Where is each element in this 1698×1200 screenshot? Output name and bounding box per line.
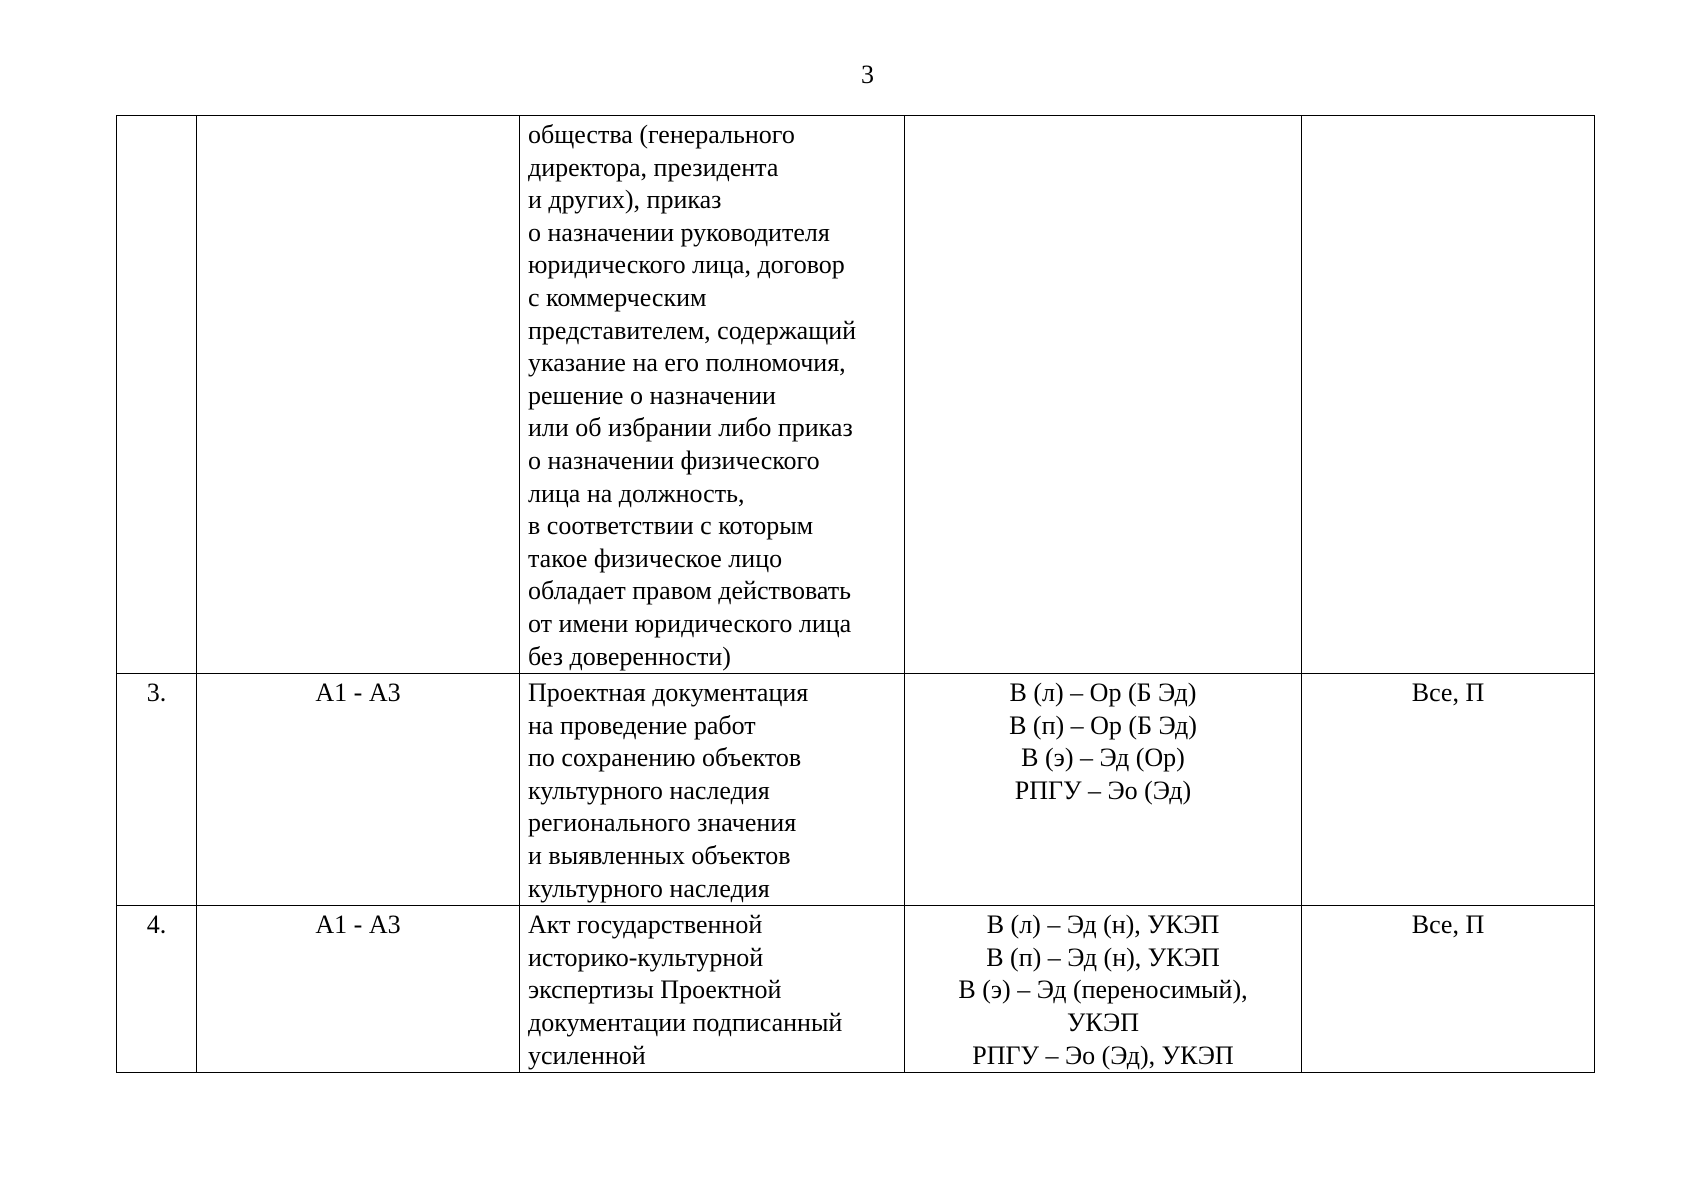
submission-form-line: В (л) – Эд (н), УКЭП [986,910,1220,940]
document-line: или об избрании либо приказ [528,413,853,443]
table-row [117,116,1595,674]
document-line: представителем, содержащий [528,315,857,345]
submission-form-cell [905,906,1302,1073]
document-line: о назначении руководителя [528,217,830,247]
applicant-category-cell: Все, П [1302,906,1595,1073]
submission-form-cell [905,674,1302,906]
document-cell [520,906,905,1073]
document-line: Проектная документация [528,678,809,708]
document-line: регионального значения [528,808,797,838]
document-line: историко-культурной [528,942,764,972]
document-line: и выявленных объектов [528,841,791,871]
document-line: Акт государственной [528,910,763,940]
document-line: директора, президента [528,152,779,182]
documents-table [116,115,1595,1073]
table-row [117,674,1595,906]
document-line: документации подписанный [528,1008,843,1038]
row-number-cell: 3. [117,674,197,906]
document-line: культурного наследия [528,873,770,903]
submission-form-line: В (э) – Эд (переносимый), [958,975,1248,1005]
row-number-cell [117,116,197,674]
document-line: на проведение работ [528,710,756,740]
document-line: с коммерческим [528,282,707,312]
code-cell: А1 - А3 [197,674,520,906]
submission-form-line: В (э) – Эд (Ор) [1021,743,1185,773]
applicant-category-cell: Все, П [1302,674,1595,906]
document-line: общества (генерального [528,120,795,149]
document-line: в соответствии с которым [528,511,814,541]
code-cell: А1 - А3 [197,906,520,1073]
code-cell [197,116,520,674]
document-cell [520,116,905,674]
document-line: усиленной [528,1040,646,1070]
document-line: без доверенности) [528,641,731,671]
document-line: лица на должность, [528,478,745,508]
submission-form-line: РПГУ – Эо (Эд) [1014,775,1192,805]
submission-form-line: В (л) – Ор (Б Эд) [1009,678,1197,708]
document-line: и других), приказ [528,185,722,215]
submission-form-line: УКЭП [1066,1008,1139,1038]
applicant-category-cell [1302,116,1595,674]
document-cell [520,674,905,906]
submission-form-cell [905,116,1302,674]
document-line: о назначении физического [528,445,820,475]
table-row [117,906,1595,1073]
document-line: экспертизы Проектной [528,975,782,1005]
document-line: юридического лица, договор [528,250,845,280]
row-number-cell: 4. [117,906,197,1073]
document-line: культурного наследия [528,775,770,805]
document-line: от имени юридического лица [528,608,852,638]
page-number: 3 [861,60,874,89]
document-line: указание на его полномочия, [528,348,846,378]
document-line: решение о назначении [528,380,776,410]
document-line: по сохранению объектов [528,743,802,773]
document-line: такое физическое лицо [528,543,783,573]
submission-form-line: В (п) – Ор (Б Эд) [1009,710,1197,740]
submission-form-line: РПГУ – Эо (Эд), УКЭП [972,1040,1234,1070]
submission-form-line: В (п) – Эд (н), УКЭП [986,942,1220,972]
document-line: обладает правом действовать [528,576,851,606]
